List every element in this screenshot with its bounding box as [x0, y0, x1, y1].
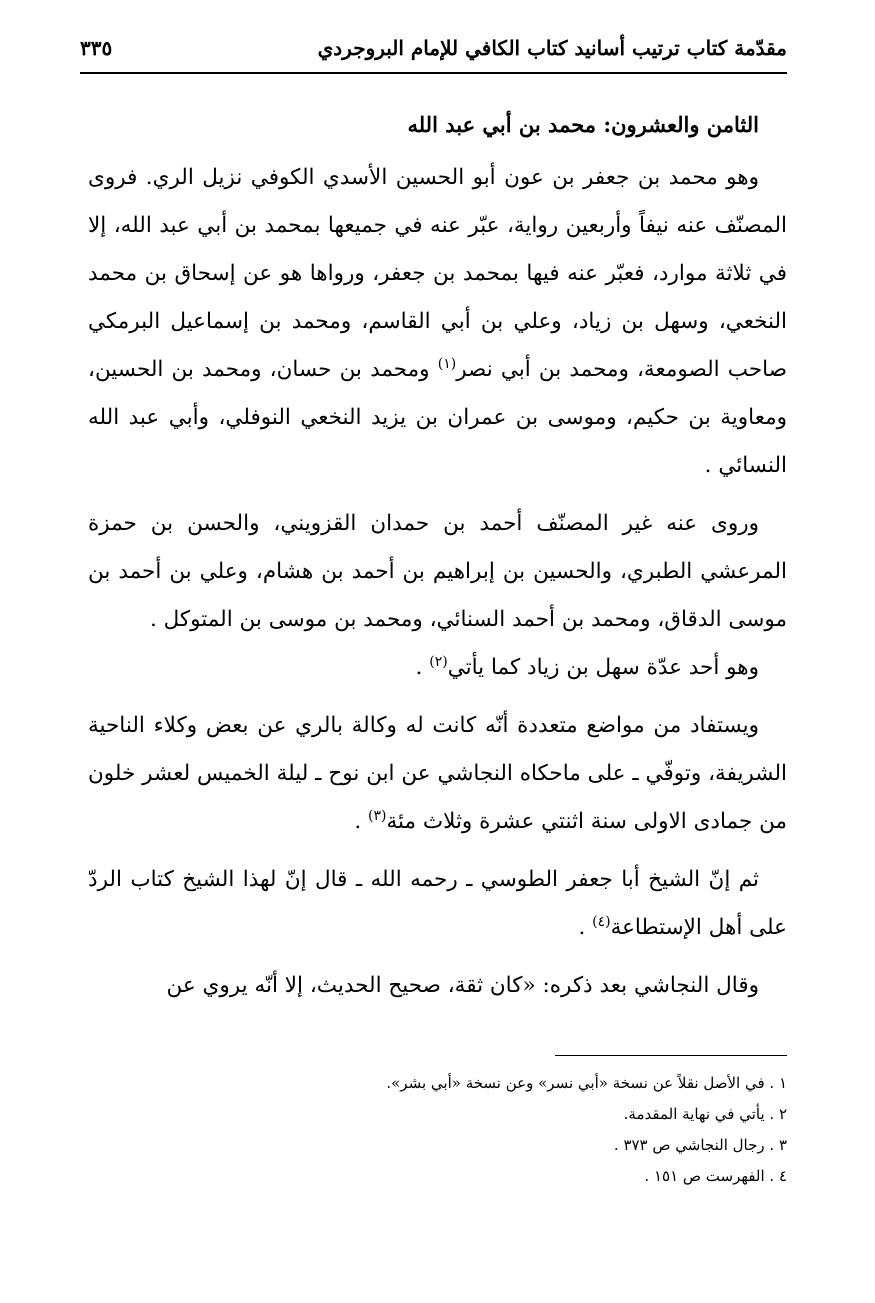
paragraph-3	[88, 644, 787, 692]
paragraph-1	[88, 154, 787, 490]
footnote-ref-3: (٣)	[368, 807, 387, 824]
paragraph-6-text: وقال النجاشي بعد ذكره: «كان ثقة، صحيح الحديث، إلا أنّه يروي عن	[166, 973, 759, 998]
footnote-ref-1: (١)	[437, 355, 457, 372]
footnote-list	[88, 1068, 787, 1192]
footnote-3: ٣ . رجال النجاشي ص ٣٧٣ .	[613, 1136, 787, 1154]
footnote-1: ١ . في الأصل نقلاً عن نسخة «أبي نسر» وعن نسخة «أبي بشر».	[386, 1074, 787, 1092]
paragraph-2	[88, 500, 787, 644]
paragraph-5	[88, 856, 787, 952]
paragraph-5-text: ثم إنّ الشيخ أبا جعفر الطوسي ـ رحمه الله ـ قال إنّ لهذا الشيخ كتاب الردّ على أهل الإستطاعة	[88, 867, 787, 940]
paragraph-5-tail: .	[578, 915, 593, 940]
footnote-ref-4: (٤)	[592, 913, 611, 930]
running-header	[80, 30, 787, 74]
paragraph-4-text: ويستفاد من مواضع متعددة أنّه كانت له وكالة بالري عن بعض وكلاء الناحية الشريفة، وتوفّي ـ على ماحكاه النجاشي عن ابن نوح ـ ليلة الخميس لعشر خلون من جمادى الاولى سنة اثنتي عشرة وثلاث مئة	[88, 713, 787, 834]
paragraph-4	[88, 702, 787, 846]
footnote-divider	[555, 1055, 787, 1056]
paragraph-1-text: وهو محمد بن جعفر بن عون أبو الحسين الأسدي الكوفي نزيل الري. فروى المصنّف عنه نيفاً وأربعين رواية، عبّر عنه في جميعها بمحمد بن أبي عبد الله، إلا في ثلاثة موارد، فعبّر عنه فيها بمحمد بن جعفر، ورواها هو عن إسحاق بن محمد النخعي، وسهل بن زياد، وعلي بن أبي القاسم، ومحمد بن إسماعيل البرمكي صاحب الصومعة، ومحمد بن أبي نصر	[88, 165, 787, 382]
footnote-2: ٢ . يأتي في نهاية المقدمة.	[623, 1105, 787, 1123]
paragraph-6	[88, 962, 787, 1010]
paragraph-3-tail: .	[415, 655, 430, 680]
running-title: مقدّمة كتاب ترتيب أسانيد كتاب الكافي للإمام البروجردي	[317, 36, 787, 60]
paragraph-4-tail: .	[354, 809, 369, 834]
footnote-4: ٤ . الفهرست ص ١٥١ .	[644, 1167, 787, 1185]
main-text	[88, 100, 787, 1010]
page-number: ٣٣٥	[80, 36, 113, 60]
section-heading: الثامن والعشرون: محمد بن أبي عبد الله	[407, 112, 759, 137]
paragraph-2-text: وروى عنه غير المصنّف أحمد بن حمدان القزويني، والحسن بن حمزة المرعشي الطبري، والحسين بن إبراهيم بن أحمد بن هشام، وعلي بن أحمد بن موسى الدقاق، ومحمد بن أحمد السنائي، ومحمد بن موسى بن المتوكل .	[88, 511, 787, 632]
paragraph-3-text: وهو أحد عدّة سهل بن زياد كما يأتي	[447, 655, 759, 680]
footnote-ref-2: (٢)	[429, 653, 448, 670]
paragraph-1-tail: ومحمد بن حسان، ومحمد بن الحسين، ومعاوية بن حكيم، وموسى بن عمران بن يزيد النخعي النوفلي، وأبي عبد الله النسائي .	[88, 357, 787, 478]
footnotes-section	[88, 1055, 787, 1192]
